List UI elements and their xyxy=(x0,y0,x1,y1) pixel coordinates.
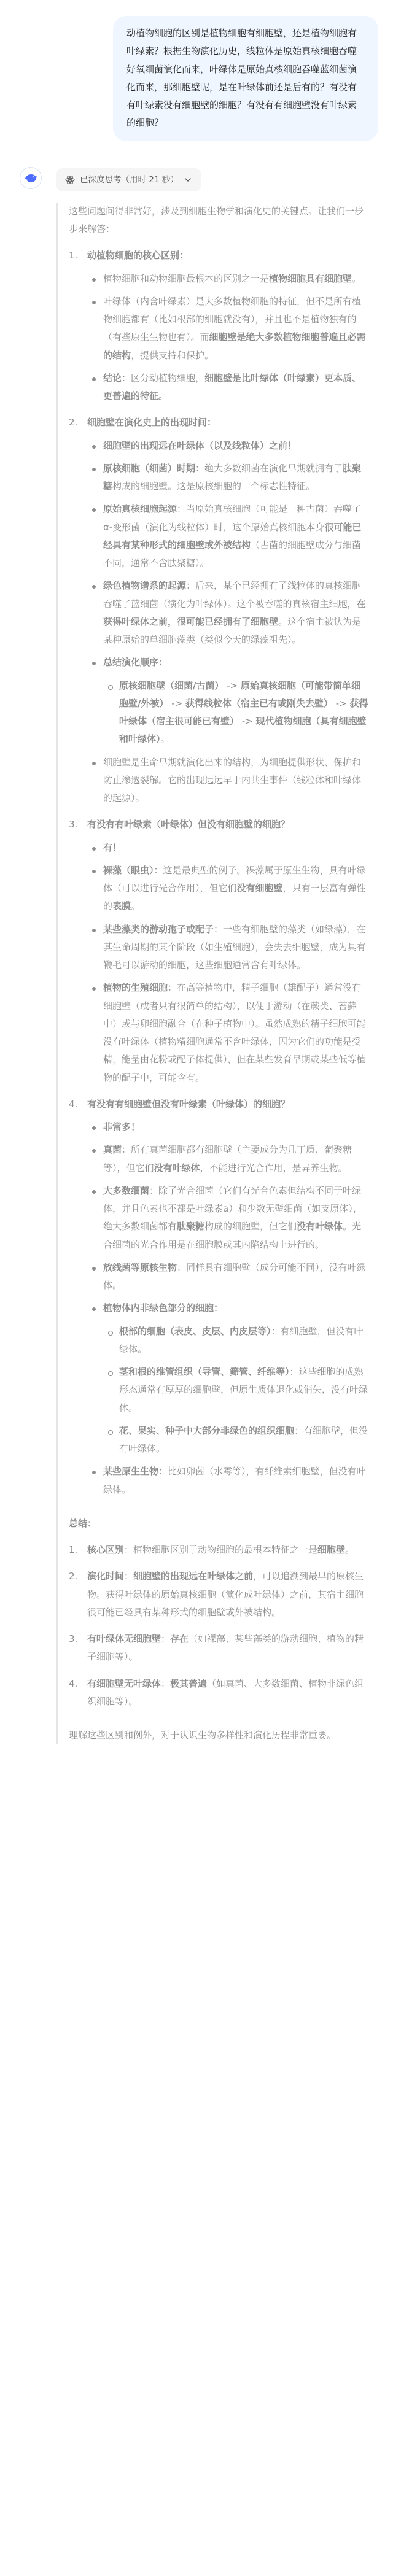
text-run: -> xyxy=(239,716,256,727)
bold-text: 根部的细胞（表皮、皮层、内皮层等） xyxy=(119,1325,271,1337)
chevron-down-icon xyxy=(184,176,192,184)
bold-text: 原核细胞（细菌）时期 xyxy=(103,462,196,474)
sub-bullet-item xyxy=(103,1323,368,1359)
text-run: ，可以追溯到最早的原核生物。获得叶绿体的原始真核细胞（演化成叶绿体）之前，其宿主细胞很可能已经具有某种形式的细胞壁或外被结构。 xyxy=(87,1571,364,1618)
text-run: ：有细胞壁，但没有叶绿体。 xyxy=(119,1425,368,1455)
bold-text: 真菌 xyxy=(103,1144,122,1156)
text-run: ：这是最典型的例子。裸藻属于原生生物，具有叶绿体（可以进行光合作用），但它们 xyxy=(103,864,366,894)
thinking-toggle[interactable] xyxy=(56,168,201,191)
text-run: -> xyxy=(168,697,186,709)
text-run: 叶绿体（内含叶绿素）是大多数植物细胞的特征，但不是所有植物细胞都有（比如根部的细胞就没有），并且也不是植物独有的（有些原生生物也有）。而 xyxy=(103,295,362,343)
bold-text: 有叶绿体无细胞壁 xyxy=(87,1633,161,1645)
text-run: ：这些细胞的成熟形态通常有厚厚的细胞壁，但原生质体退化或消失，没有叶绿体。 xyxy=(119,1366,368,1414)
bold-text: 演化时间 xyxy=(87,1571,125,1582)
thinking-sections xyxy=(69,247,368,1499)
sub-bullet-list xyxy=(103,1323,368,1458)
bullet-item xyxy=(87,1259,368,1295)
bold-text: 总结演化顺序： xyxy=(103,657,168,668)
bullet-list xyxy=(87,839,368,1087)
summary-number: 1. xyxy=(69,1544,78,1556)
section-number: 4. xyxy=(69,1098,78,1110)
bullet-item xyxy=(87,862,368,916)
bullet-item xyxy=(87,500,368,572)
bold-text: 存在 xyxy=(170,1633,189,1645)
bold-text: 肽聚糖 xyxy=(177,1221,205,1232)
text-run: ：比如卵菌（水霉等），有纤维素细胞壁，但没有叶绿体。 xyxy=(103,1466,366,1495)
bold-text: 放线菌等原核生物 xyxy=(103,1261,177,1273)
summary-item xyxy=(69,1568,368,1622)
bold-text: 某些原生生物 xyxy=(103,1466,159,1477)
bold-text: 没有细胞壁 xyxy=(236,883,283,894)
bold-text: 绿色植物谱系的起源 xyxy=(103,580,187,592)
bold-text: 大多数细菌 xyxy=(103,1185,150,1196)
text-run: ：同样具有细胞壁（成分可能不同），没有叶绿体。 xyxy=(103,1261,366,1291)
atom-icon xyxy=(65,175,75,185)
text-run: ，不能进行光合作用，是异养生物。 xyxy=(200,1162,348,1174)
bullet-item xyxy=(87,460,368,496)
text-run: 。 xyxy=(345,1544,355,1556)
section-item xyxy=(69,816,368,1087)
text-run: ：一些有细胞壁的藻类（如绿藻），在其生命周期的某个阶段（如生殖细胞），会失去细胞壁，成为具有鞭毛可以游动的细胞，这些细胞通常含有叶绿体。 xyxy=(103,923,366,971)
text-run: ：在高等植物中，精子细胞（雄配子）通常没有细胞壁（或者只有很简单的结构），以便于游动（在蕨类、苔藓中）或与卵细胞融合（在种子植物中）。虽然成熟的精子细胞可能没有叶绿体（植物精细胞通常不含叶绿体，因为它们的功能是受精，能量由花粉或配子体提供），但在某些发育早期或某些低等植物的配子中，可能含有。 xyxy=(103,982,366,1083)
bullet-item xyxy=(87,839,368,857)
bold-text: 原核细胞壁（细菌/古菌） xyxy=(119,679,224,691)
text-run: ： xyxy=(124,1571,134,1582)
bullet-item xyxy=(87,270,368,288)
user-message-bubble: 动植物细胞的区别是植物细胞有细胞壁，还是植物细胞有叶绿素？根据生物演化历史，线粒体是原始真核细胞吞噬好氧细菌演化而来，叶绿体是原始真核细胞吞噬蓝细菌演化而来，那细胞壁呢，是在叶绿体前还是后有的？有没有有叶绿素没有细胞壁的细胞？有没有有细胞壁没有叶绿素的细胞？ xyxy=(113,16,378,141)
bullet-item xyxy=(87,1118,368,1136)
bold-text: 细胞壁是绝大多数植物细胞普遍且必需的结构 xyxy=(103,331,366,361)
bullet-item xyxy=(87,979,368,1087)
text-run: 。这个宿主被认为是某种原始的单细胞藻类（类似今天的绿藻祖先）。 xyxy=(103,616,362,646)
bold-text: 非常多！ xyxy=(103,1121,141,1133)
assistant-message xyxy=(0,141,393,1790)
summary-item xyxy=(69,1630,368,1666)
section-title: 有没有有细胞壁但没有叶绿素（叶绿体）的细胞？ xyxy=(87,1098,290,1110)
bold-text: 获得叶绿体（宿主很可能已有壁） xyxy=(119,697,368,727)
bold-text: 细胞壁是比叶绿体（叶绿素）更本质、更普遍的特征。 xyxy=(103,372,362,402)
text-run: ：后来，某个已经拥有了线粒体的真核细胞吞噬了蓝细菌（演化为叶绿体）。这个被吞噬的真核宿主细胞， xyxy=(103,580,362,609)
sub-bullet-item xyxy=(103,1422,368,1458)
bullet-item xyxy=(87,754,368,808)
bold-text: 结论 xyxy=(103,372,122,384)
text-run: （如真菌、大多数细菌、植物非绿色组织细胞等）。 xyxy=(87,1677,364,1707)
section-item xyxy=(69,247,368,405)
closing-text: 理解这些区别和例外，对于认识生物多样性和演化历程非常重要。 xyxy=(69,1730,337,1741)
bullet-item xyxy=(87,654,368,748)
bold-text: 很可能已经具有某种形式的细胞壁或外被结构 xyxy=(103,521,362,551)
text-run: 。 xyxy=(352,273,362,284)
text-run: ：有细胞壁，但没有叶绿体。 xyxy=(119,1325,364,1355)
section-item xyxy=(69,1096,368,1499)
bold-text: 植物体内非绿色部分的细胞： xyxy=(103,1302,224,1314)
text-run: ，只有一层富有弹性的 xyxy=(103,883,366,912)
text-run: （古菌的细胞壁成分与细菌不同，通常不含肽聚糖）。 xyxy=(103,539,362,569)
bold-text: 没有叶绿体 xyxy=(297,1221,343,1232)
bold-text: 现代植物细胞（具有细胞壁和叶绿体） xyxy=(119,716,367,745)
user-message-row xyxy=(0,0,393,141)
thinking-content xyxy=(56,203,368,1745)
text-run: -> xyxy=(224,679,241,691)
bold-text: 肽聚糖 xyxy=(103,462,362,492)
bold-text: 表膜 xyxy=(112,900,131,912)
bold-text: 有细胞壁无叶绿体 xyxy=(87,1677,161,1689)
bold-text: 没有叶绿体 xyxy=(154,1162,200,1174)
bold-text: 细胞壁的出现远在叶绿体（以及线粒体）之前！ xyxy=(103,439,297,451)
bold-text: 在获得叶绿体之前，很可能已经拥有了细胞壁 xyxy=(103,598,366,627)
bullet-item xyxy=(87,1463,368,1499)
text-run: -> xyxy=(333,697,350,709)
deepseek-whale-icon xyxy=(20,167,42,189)
text-run: 。 xyxy=(160,733,170,745)
bullet-list xyxy=(87,437,368,808)
summary-item xyxy=(69,1675,368,1711)
bold-text: 核心区别 xyxy=(87,1544,125,1556)
text-run: 细胞壁是生命早期就演化出来的结构，为细胞提供形状、保护和防止渗透裂解。它的出现远远早于内共生事件（线粒体和叶绿体的起源）。 xyxy=(103,756,362,804)
bullet-list xyxy=(87,1118,368,1499)
text-run: 。光合细菌的光合作用是在细胞膜或其内陷结构上进行的。 xyxy=(103,1221,362,1250)
bold-text: 某些藻类的游动孢子或配子 xyxy=(103,923,214,935)
text-run: ：除了光合细菌（它们有光合色素但结构不同于叶绿体，并且色素也不都是叶绿素a）和少数无壁细菌（如支原体），绝大多数细菌都有 xyxy=(103,1185,362,1232)
text-run: ：区分动植物细胞， xyxy=(122,372,205,384)
bold-text: 有！ xyxy=(103,841,122,853)
summary-title: 总结： xyxy=(69,1517,97,1529)
text-run: 植物细胞和动物细胞最根本的区别之一是 xyxy=(103,273,270,284)
sub-bullet-item xyxy=(103,677,368,749)
bullet-item xyxy=(87,293,368,365)
summary-number: 3. xyxy=(69,1633,78,1645)
section-number: 1. xyxy=(69,250,78,261)
summary-item xyxy=(69,1541,368,1559)
section-title: 动植物细胞的核心区别： xyxy=(87,250,189,261)
sub-bullet-list xyxy=(103,677,368,749)
text-run: ： xyxy=(161,1677,171,1689)
section-number: 2. xyxy=(69,417,78,428)
bullet-item xyxy=(87,921,368,975)
bullet-item xyxy=(87,577,368,649)
summary-number: 4. xyxy=(69,1677,78,1689)
text-run: ： xyxy=(161,1633,171,1645)
section-number: 3. xyxy=(69,819,78,830)
thinking-label: 已深度思考（用时 21 秒） xyxy=(80,174,179,185)
text-run: 构成的细胞壁，但它们 xyxy=(204,1221,297,1232)
bullet-item xyxy=(87,1141,368,1177)
bold-text: 植物细胞具有细胞壁 xyxy=(269,273,352,284)
bold-text: 极其普遍 xyxy=(170,1677,208,1689)
section-title: 有没有有叶绿素（叶绿体）但没有细胞壁的细胞？ xyxy=(87,819,290,830)
bullet-list xyxy=(87,270,368,406)
bold-text: 细胞壁 xyxy=(317,1544,346,1556)
bold-text: 裸藻（眼虫） xyxy=(103,864,154,876)
text-run: （如裸藻、某些藻类的游动细胞、植物的精子细胞等）。 xyxy=(87,1633,364,1663)
text-run: ：植物细胞区别于动物细胞的最根本特征之一是 xyxy=(124,1544,318,1556)
bold-text: 植物的生殖细胞 xyxy=(103,982,168,994)
text-run: ：绝大多数细菌在演化早期就拥有了 xyxy=(195,462,343,474)
text-run: ，提供支持和保护。 xyxy=(131,349,214,361)
text-run: ：当原始真核细胞（可能是一种古菌）吞噬了α-变形菌（演化为线粒体）时，这个原始真核细胞本身 xyxy=(103,503,362,533)
bullet-item xyxy=(87,437,368,455)
summary-number: 2. xyxy=(69,1571,78,1582)
bold-text: 花、果实、种子中大部分非绿色的组织细胞 xyxy=(119,1425,295,1436)
sub-bullet-item xyxy=(103,1363,368,1417)
bold-text: 原始真核细胞起源 xyxy=(103,503,177,515)
bold-text: 获得线粒体（宿主已有或刚失去壁） xyxy=(185,697,333,709)
section-title: 细胞壁在演化史上的出现时间： xyxy=(87,417,217,428)
bullet-item xyxy=(87,1182,368,1254)
bold-text: 原始真核细胞（可能带简单细胞壁/外被） xyxy=(119,679,361,709)
bold-text: 细胞壁的出现远在叶绿体之前 xyxy=(133,1571,254,1582)
bullet-item xyxy=(87,1299,368,1458)
thinking-intro: 这些问题问得非常好，涉及到细胞生物学和演化史的关键点。让我们一步步来解答： xyxy=(69,205,364,235)
text-run: 。 xyxy=(131,900,141,912)
section-item xyxy=(69,414,368,807)
summary-list xyxy=(69,1541,368,1711)
bullet-item xyxy=(87,369,368,406)
text-run: 构成的细胞壁。这是原核细胞的一个标志性特征。 xyxy=(112,481,316,492)
bold-text: 茎和根的维管组织（导管、筛管、纤维等） xyxy=(119,1366,290,1378)
text-run: ：所有真菌细胞都有细胞壁（主要成分为几丁质、葡聚糖等），但它们 xyxy=(103,1144,352,1174)
